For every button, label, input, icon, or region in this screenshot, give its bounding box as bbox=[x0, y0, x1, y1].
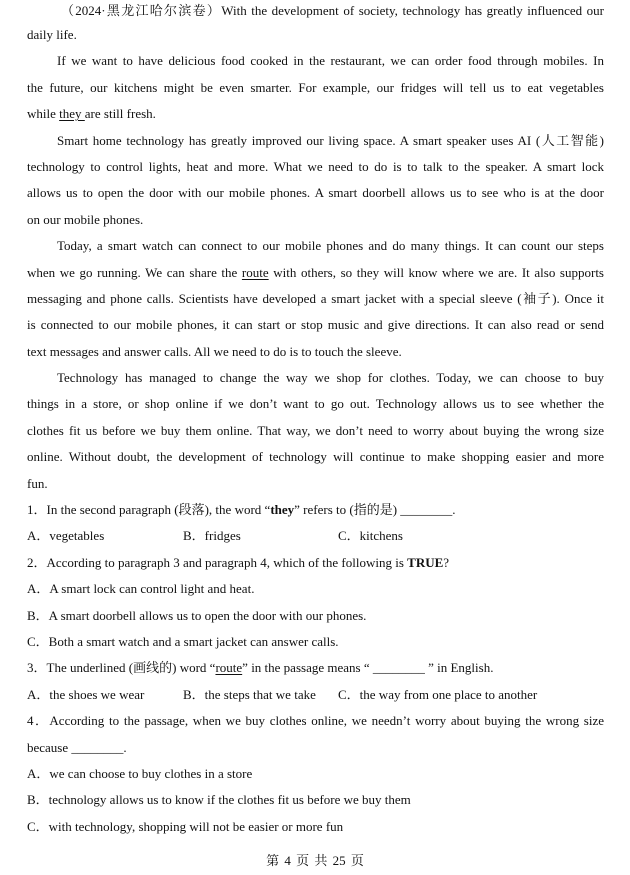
option-a: A．we can choose to buy clothes in a store bbox=[27, 765, 253, 781]
paragraph-1-line: If we want to have delicious food cooked in the restaurant, we can order food through mobiles. In bbox=[57, 53, 604, 69]
option-c: C．the way from one place to another bbox=[338, 686, 538, 702]
underlined-word-route: route bbox=[215, 660, 243, 676]
paragraph-3-line: Today, a smart watch can connect to our mobile phones and do many things. It can count our steps bbox=[57, 238, 604, 254]
underlined-word-they: they bbox=[59, 106, 85, 122]
option-a: A．vegetables bbox=[27, 528, 105, 544]
question-4: 4．According to the passage, when we buy clothes online, we needn’t worry about buying the wrong size bbox=[27, 713, 604, 729]
bold-word: TRUE bbox=[407, 554, 444, 570]
underlined-word-route: route bbox=[241, 264, 269, 280]
paragraph-2-line: technology to control lights, heat and more. What we need to do is to talk to the speaker. A smart lock bbox=[27, 158, 604, 174]
option-b: B．the steps that we take bbox=[183, 686, 316, 702]
option-b: B．A smart doorbell allows us to open the door with our phones. bbox=[27, 607, 367, 623]
paragraph-4-line: clothes fit us before we buy them online. That way, we don’t need to worry about buying the wrong size bbox=[27, 422, 604, 438]
text-span: when we go running. We can share the bbox=[27, 264, 242, 280]
paragraph-3-line: messaging and phone calls. Scientists have developed a smart jacket with a special sleeve (袖子). Once it bbox=[27, 290, 604, 306]
text-span: 1．In the second paragraph (段落), the word “ bbox=[27, 502, 271, 518]
paragraph-4-line: Technology has managed to change the way we shop for clothes. Today, we can choose to buy bbox=[57, 370, 604, 386]
passage-intro-line: daily life. bbox=[27, 27, 77, 42]
question-1 bbox=[27, 497, 604, 523]
paragraph-2-line: on our mobile phones. bbox=[27, 211, 144, 227]
question-4: because ________. bbox=[27, 739, 127, 755]
option-c: C．with technology, shopping will not be easier or more fun bbox=[27, 818, 344, 834]
paragraph-1-line: the future, our kitchens might be even smarter. For example, our fridges will tell us to eat vegetables bbox=[27, 79, 604, 95]
option-b: B．technology allows us to know if the clothes fit us before we buy them bbox=[27, 792, 411, 808]
text-span: 2．According to paragraph 3 and paragraph 4, which of the following is bbox=[27, 554, 408, 570]
paragraph-3-line: is connected to our mobile phones, it can start or stop music and give directions. It can also read or send bbox=[27, 317, 604, 333]
text-span: ? bbox=[443, 554, 450, 570]
question-2 bbox=[27, 550, 604, 576]
paragraph-2-line: allows us to open the door with our mobile phones. A smart doorbell allows us to see who is at the door bbox=[27, 185, 604, 201]
paragraph-3-line: text messages and answer calls. All we need to do is to touch the sleeve. bbox=[27, 343, 402, 359]
text-span: ” in the passage means “ ________ ” in English. bbox=[242, 660, 494, 676]
paragraph-2-line: Smart home technology has greatly improved our living space. A smart speaker uses AI (人工智能) bbox=[57, 132, 604, 148]
paragraph-4-line: online. Without doubt, the development of technology will continue to make shopping easier and more bbox=[27, 449, 604, 465]
question-1-options bbox=[27, 523, 604, 549]
text-span: while bbox=[27, 106, 60, 122]
passage-intro-line: （2024·黑龙江哈尔滨卷）With the development of society, technology has greatly influenced our bbox=[61, 3, 604, 18]
bold-word: they bbox=[270, 502, 295, 518]
reading-passage bbox=[27, 0, 604, 840]
option-c: C．Both a smart watch and a smart jacket can answer calls. bbox=[27, 633, 339, 649]
page-footer: 第 4 页 共 25 页 bbox=[266, 853, 364, 868]
text-span: 3．The underlined (画线的) word “ bbox=[27, 660, 216, 676]
option-c: C．kitchens bbox=[338, 528, 403, 544]
paragraph-4-line: things in a store, or shop online if we don’t want to go out. Technology allows us to see whether the bbox=[27, 396, 604, 412]
paragraph-1-line bbox=[27, 101, 604, 127]
option-a: A．A smart lock can control light and heat. bbox=[27, 581, 255, 597]
text-span: are still fresh. bbox=[84, 106, 156, 122]
question-3-options bbox=[27, 682, 604, 708]
option-b: B．fridges bbox=[183, 528, 241, 544]
paragraph-3-line bbox=[27, 260, 604, 286]
option-a: A．the shoes we wear bbox=[27, 686, 145, 702]
question-3 bbox=[27, 655, 604, 681]
text-span: with others, so they will know where we are. It also supports bbox=[268, 264, 604, 280]
paragraph-4-line: fun. bbox=[27, 475, 48, 491]
text-span: ” refers to (指的是) ________. bbox=[294, 502, 456, 518]
